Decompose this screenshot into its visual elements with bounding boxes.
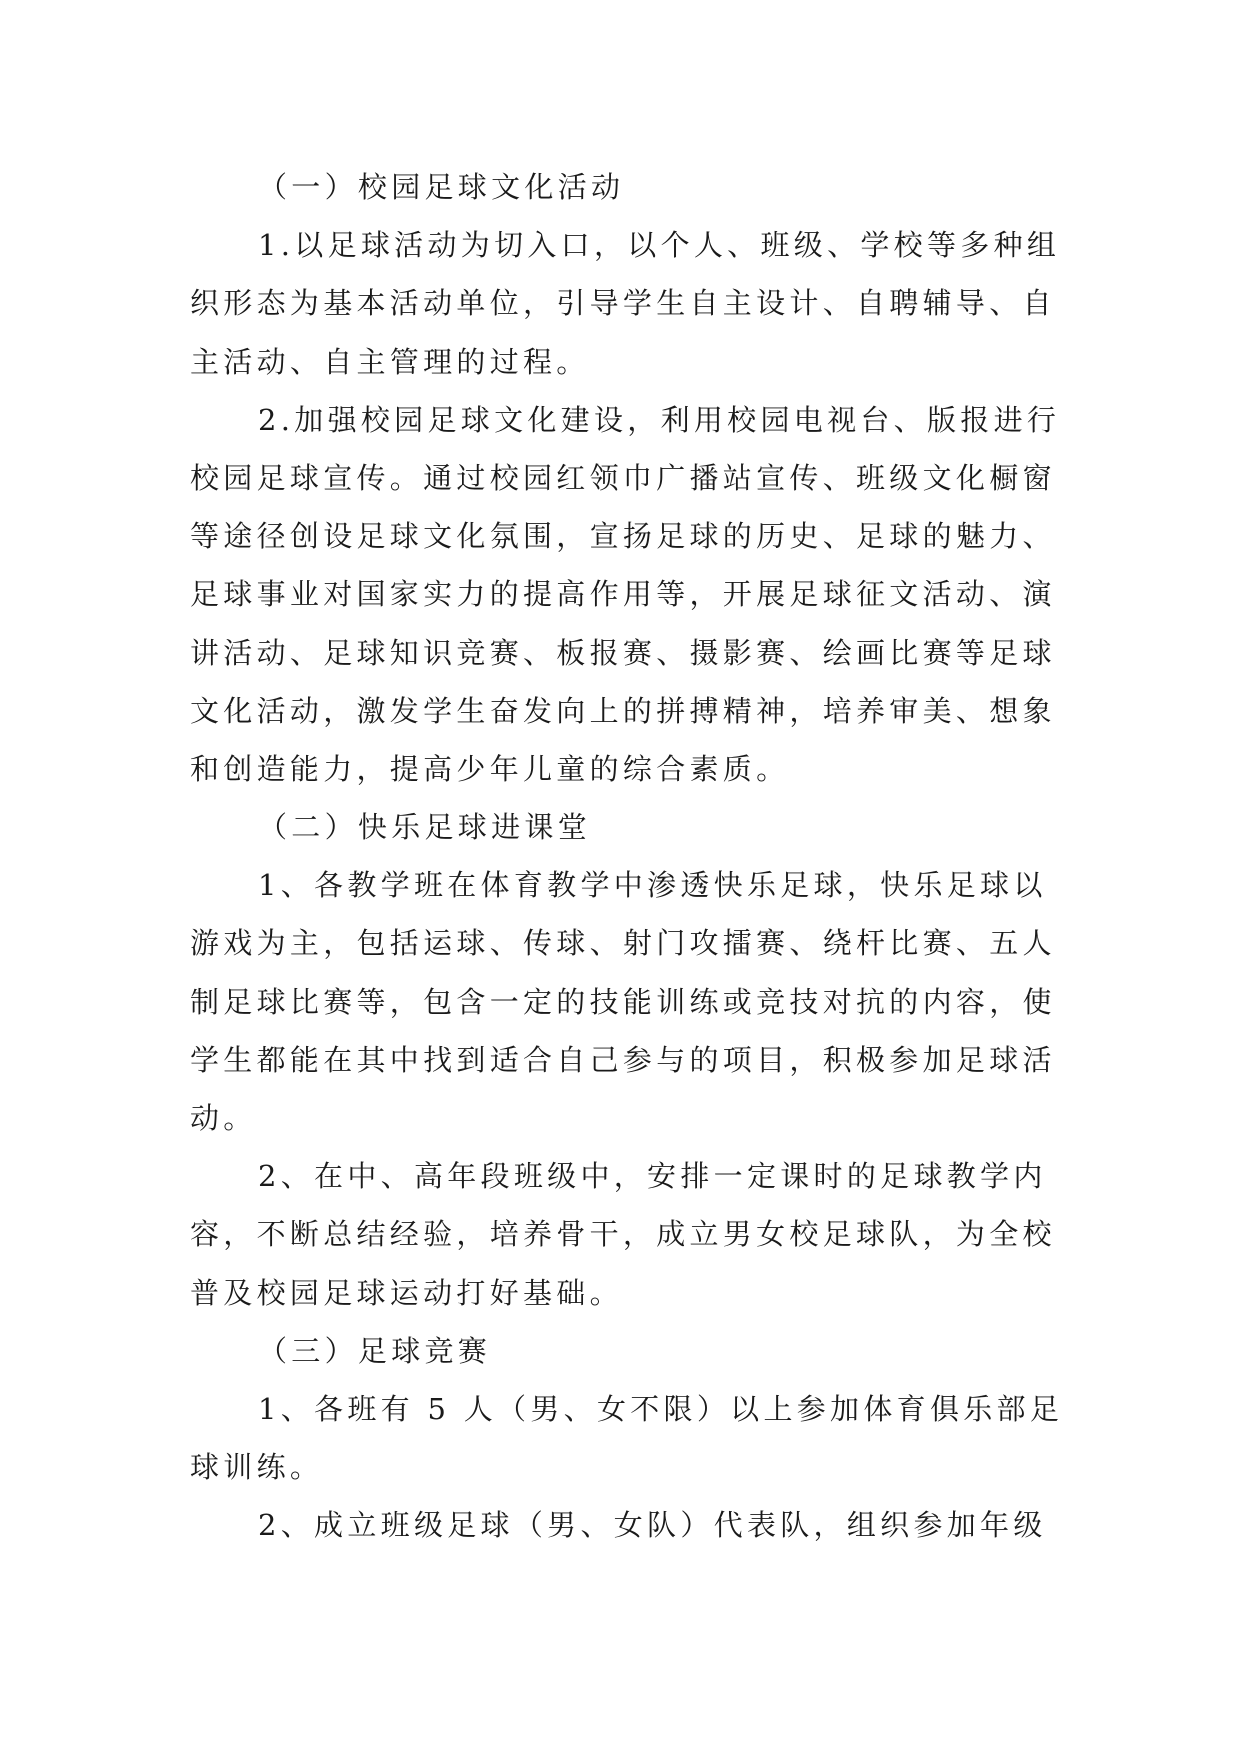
paragraph-line: 2、在中、高年段班级中，安排一定课时的足球教学内 xyxy=(258,1159,1047,1194)
paragraph-line: 1.以足球活动为切入口，以个人、班级、学校等多种组 xyxy=(258,228,1061,263)
section-heading-1: （一）校园足球文化活动 xyxy=(258,170,625,204)
paragraph-line: 动。 xyxy=(190,1101,257,1135)
section-heading-3: （三）足球竞赛 xyxy=(258,1333,492,1368)
section-heading-2: （二）快乐足球进课堂 xyxy=(258,810,592,845)
paragraph-line: 学生都能在其中找到适合自己参与的项目，积极参加足球活 xyxy=(190,1042,1056,1077)
paragraph-line: 主活动、自主管理的过程。 xyxy=(190,344,590,379)
paragraph-line: 文化活动，激发学生奋发向上的拼搏精神，培养审美、想象 xyxy=(190,693,1056,728)
paragraph-line: 2.加强校园足球文化建设，利用校园电视台、版报进行 xyxy=(258,402,1061,437)
paragraph-line: 2、成立班级足球（男、女队）代表队，组织参加年级 xyxy=(258,1508,1047,1543)
paragraph-line: 游戏为主，包括运球、传球、射门攻擂赛、绕杆比赛、五人 xyxy=(190,926,1056,961)
paragraph-line: 足球事业对国家实力的提高作用等，开展足球征文活动、演 xyxy=(190,577,1056,612)
paragraph-line: 球训练。 xyxy=(190,1450,324,1485)
paragraph-line: 校园足球宣传。通过校园红领巾广播站宣传、班级文化橱窗 xyxy=(190,460,1056,495)
paragraph-line: 1、各教学班在体育教学中渗透快乐足球，快乐足球以 xyxy=(258,868,1047,903)
paragraph-line: 容，不断总结经验，培养骨干，成立男女校足球队，为全校 xyxy=(190,1217,1056,1252)
paragraph-line: 讲活动、足球知识竞赛、板报赛、摄影赛、绘画比赛等足球 xyxy=(190,635,1056,670)
paragraph-line: 1、各班有 5 人（男、女不限）以上参加体育俱乐部足 xyxy=(258,1391,1064,1426)
paragraph-line: 普及校园足球运动打好基础。 xyxy=(190,1275,623,1310)
paragraph-line: 织形态为基本活动单位，引导学生自主设计、自聘辅导、自 xyxy=(190,286,1056,321)
document-body xyxy=(190,158,1064,1555)
paragraph-line: 制足球比赛等，包含一定的技能训练或竞技对抗的内容，使 xyxy=(190,984,1056,1019)
paragraph-line: 和创造能力，提高少年儿童的综合素质。 xyxy=(190,751,790,786)
paragraph-line: 等途径创设足球文化氛围，宣扬足球的历史、足球的魅力、 xyxy=(190,519,1056,554)
